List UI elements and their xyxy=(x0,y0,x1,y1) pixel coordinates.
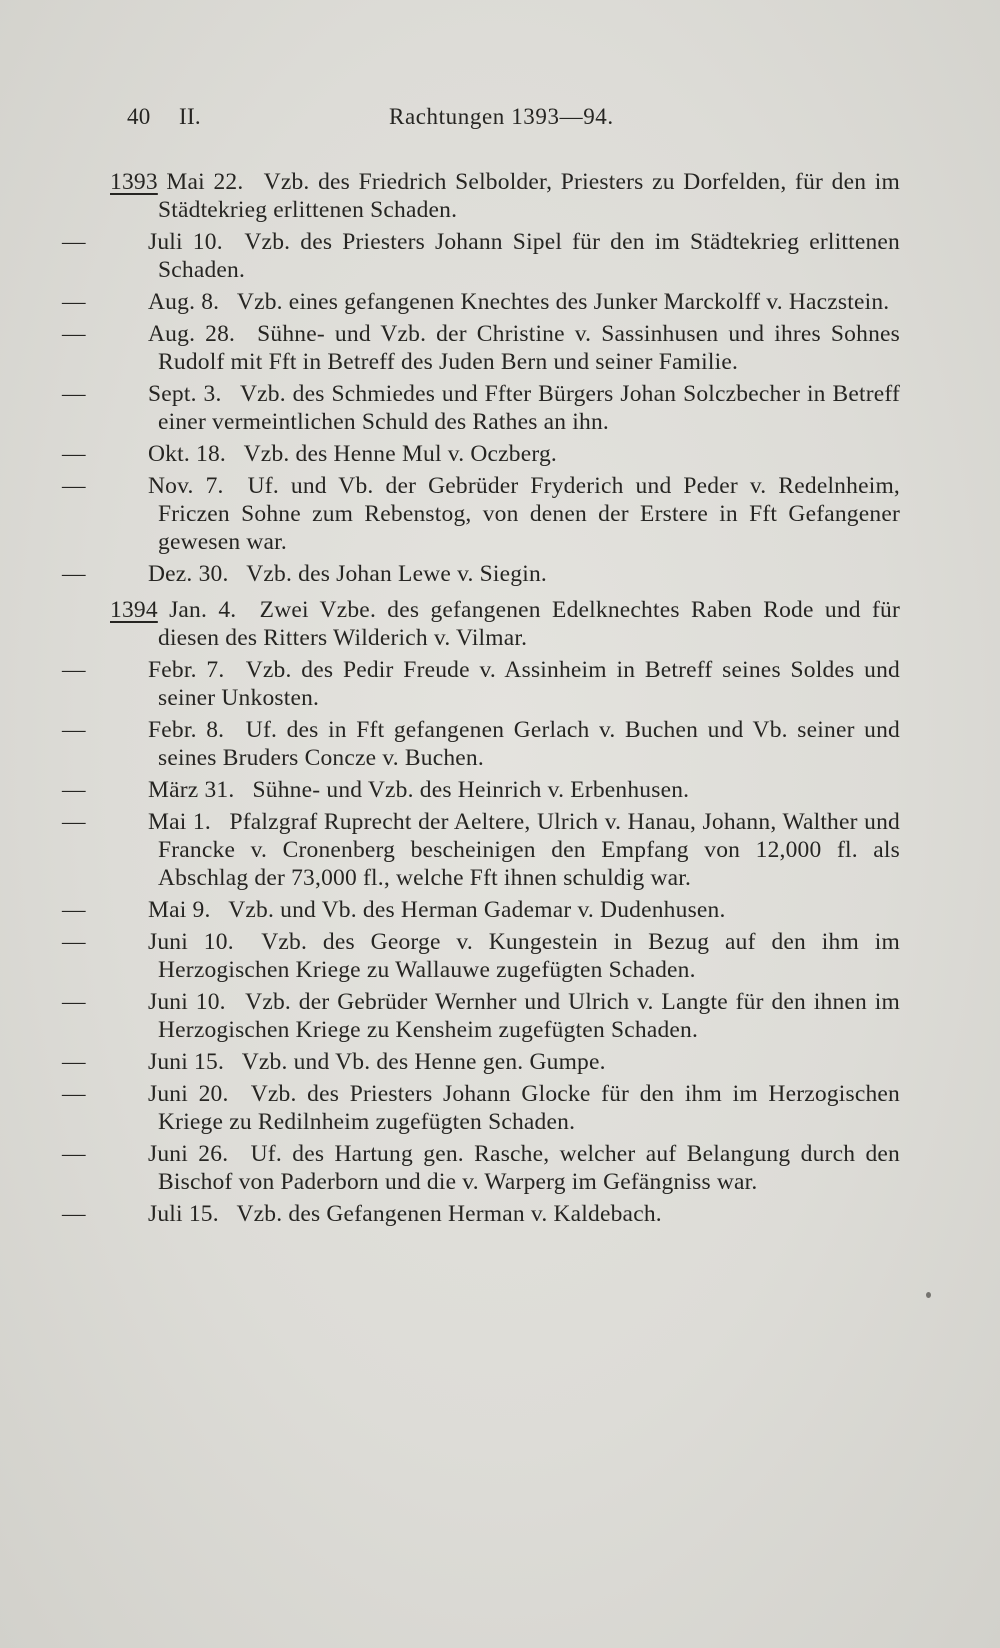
entry-list xyxy=(62,160,901,1232)
entry-text: Pfalzgraf Ruprecht der Aeltere, Ulrich v. Hanau, Johann, Walther und Francke v. Cronenberg bescheinigen den Empfang von 12,000 fl. als Abschlag der 73,000 fl., welche Fft ihnen schuldig war. xyxy=(158,809,900,891)
list-item xyxy=(62,776,900,804)
entry-date: Juli 15. xyxy=(148,1201,219,1227)
entry-date: Aug. 28. xyxy=(148,321,236,347)
entry-dash: — xyxy=(62,989,86,1015)
entry-date: Dez. 30. xyxy=(148,561,229,587)
entry-dash: — xyxy=(62,897,86,923)
page-header xyxy=(127,104,887,140)
list-item xyxy=(62,928,901,984)
entry-dash: — xyxy=(62,229,86,255)
entry-dash: — xyxy=(62,809,86,835)
entry-date: Juli 10. xyxy=(148,229,223,255)
entry-dash: — xyxy=(62,473,86,499)
entry-text: Vzb. des Friedrich Selbolder, Priesters zu Dorfelden, für den im Städtekrieg erlittenen Schaden. xyxy=(158,169,900,223)
entry-dash: — xyxy=(62,929,86,955)
entry-dash: — xyxy=(62,717,86,743)
list-item xyxy=(62,896,900,924)
entry-date: Juni 20. xyxy=(148,1081,229,1107)
entry-text: Uf. und Vb. der Gebrüder Fryderich und Peder v. Redelnheim, Friczen Sohne zum Rebenstog, von denen der Erstere in Fft Gefangener gewesen war. xyxy=(158,473,900,555)
ink-spot xyxy=(926,1292,931,1298)
entry-text: Sühne- und Vzb. der Christine v. Sassinhusen und ihres Sohnes Rudolf mit Fft in Betreff des Juden Bern und seiner Familie. xyxy=(158,321,900,375)
list-item xyxy=(62,988,901,1044)
entry-text: Vzb. des Pedir Freude v. Assinheim in Betreff seines Soldes und seiner Unkosten. xyxy=(158,657,900,711)
entry-text: Vzb. und Vb. des Henne gen. Gumpe. xyxy=(241,1049,606,1075)
list-item xyxy=(62,656,900,712)
entry-date: Juni 10. xyxy=(148,929,234,955)
entry-dash: — xyxy=(62,441,86,467)
list-item xyxy=(62,380,900,436)
entry-dash: — xyxy=(62,561,86,587)
entry-dash: — xyxy=(62,381,86,407)
list-item xyxy=(62,228,900,284)
running-title: Rachtungen 1393—94. xyxy=(389,104,614,129)
entry-year: 1394 xyxy=(110,597,158,623)
entry-date: Sept. 3. xyxy=(148,381,222,407)
entry-dash: — xyxy=(62,1201,86,1227)
entry-dash: — xyxy=(62,1141,86,1167)
list-item xyxy=(62,1200,900,1228)
entry-text: Vzb. des Gefangenen Herman v. Kaldebach. xyxy=(236,1201,662,1227)
list-item xyxy=(110,596,900,652)
entry-dash: — xyxy=(62,1049,86,1075)
entry-dash: — xyxy=(62,777,86,803)
list-item xyxy=(62,440,900,468)
entry-date: Mai 1. xyxy=(148,809,211,835)
entry-date: Mai 9. xyxy=(148,897,211,923)
entry-text: Uf. des in Fft gefangenen Gerlach v. Buchen und Vb. seiner und seines Bruders Concze v. Buchen. xyxy=(158,717,900,771)
entry-year: 1393 xyxy=(110,169,158,195)
entry-text: Vzb. eines gefangenen Knechtes des Junker Marckolff v. Haczstein. xyxy=(236,289,890,315)
entry-dash: — xyxy=(62,289,86,315)
entry-text: Vzb. der Gebrüder Wernher und Ulrich v. Langte für den ihnen im Herzogischen Kriege zu Kensheim zugefügten Schaden. xyxy=(158,989,901,1043)
list-item xyxy=(62,808,900,892)
entry-text: Zwei Vzbe. des gefangenen Edelknechtes Raben Rode und für diesen des Ritters Wilderich v. Vilmar. xyxy=(158,597,901,651)
entry-date: Febr. 8. xyxy=(148,717,225,743)
entry-dash: — xyxy=(62,657,86,683)
entry-date: Mai 22. xyxy=(166,169,244,195)
entry-text: Vzb. des Priesters Johann Glocke für den ihm im Herzogischen Kriege zu Redilnheim zugefügten Schaden. xyxy=(158,1081,900,1135)
entry-text: Vzb. des George v. Kungestein in Bezug auf den ihm im Herzogischen Kriege zu Wallauwe zugefügten Schaden. xyxy=(158,929,901,983)
entry-date: Jan. 4. xyxy=(169,597,237,623)
list-item xyxy=(62,1048,900,1076)
list-item xyxy=(62,1080,900,1136)
entry-text: Vzb. des Johan Lewe v. Siegin. xyxy=(246,561,547,587)
entry-text: Sühne- und Vzb. des Heinrich v. Erbenhusen. xyxy=(252,777,690,803)
entry-text: Vzb. des Henne Mul v. Oczberg. xyxy=(243,441,558,467)
entry-date: Juni 10. xyxy=(148,989,226,1015)
entry-date: Juni 15. xyxy=(148,1049,225,1075)
entry-text: Vzb. des Schmiedes und Ffter Bürgers Johan Solczbecher in Betreff einer vermeintlichen Schuld des Rathes an ihn. xyxy=(158,381,900,435)
page-number: 40 xyxy=(127,104,151,129)
entry-date: Febr. 7. xyxy=(148,657,225,683)
entry-dash: — xyxy=(62,321,86,347)
list-item xyxy=(62,320,900,376)
entry-date: Aug. 8. xyxy=(148,289,220,315)
list-item xyxy=(62,716,900,772)
entry-dash: — xyxy=(62,1081,86,1107)
list-item xyxy=(110,168,900,224)
list-item xyxy=(62,472,900,556)
entry-date: Juni 26. xyxy=(148,1141,229,1167)
list-item xyxy=(62,288,900,316)
entry-text: Vzb. und Vb. des Herman Gademar v. Dudenhusen. xyxy=(228,897,726,923)
entry-date: Okt. 18. xyxy=(148,441,226,467)
entry-text: Uf. des Hartung gen. Rasche, welcher auf Belangung durch den Bischof von Paderborn und die v. Warperg im Gefängniss war. xyxy=(158,1141,901,1195)
entry-text: Vzb. des Priesters Johann Sipel für den im Städtekrieg erlittenen Schaden. xyxy=(158,229,900,283)
entry-date: März 31. xyxy=(148,777,235,803)
list-item xyxy=(62,1140,901,1196)
entry-date: Nov. 7. xyxy=(148,473,224,499)
part-number: II. xyxy=(179,104,201,129)
list-item xyxy=(62,560,900,588)
